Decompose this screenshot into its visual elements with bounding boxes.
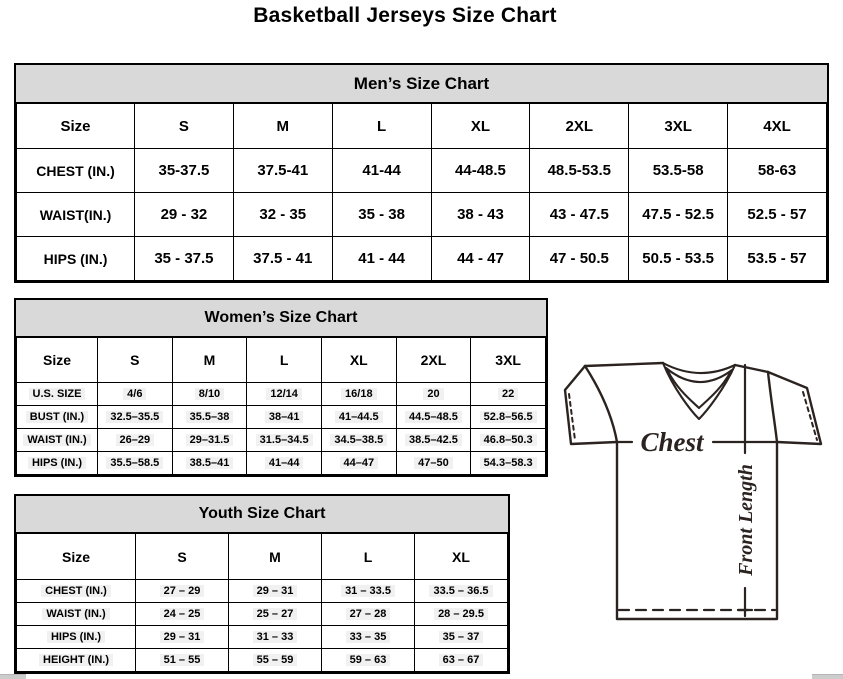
cell-text: 37.5 - 41	[253, 250, 313, 267]
table-row	[17, 406, 546, 429]
front-length-label: Front Length	[735, 464, 757, 576]
value-cell	[322, 626, 415, 649]
value-cell	[471, 406, 546, 429]
cell-text: HEIGHT (IN.)	[39, 654, 113, 666]
value-cell	[396, 429, 471, 452]
cell-text: 58-63	[757, 162, 797, 179]
value-cell	[233, 237, 332, 281]
row-label-cell	[17, 406, 98, 429]
cell-text: 35-37.5	[158, 162, 210, 179]
row-label-cell	[17, 649, 136, 672]
value-cell	[229, 603, 322, 626]
table-row	[17, 603, 508, 626]
value-cell	[471, 383, 546, 406]
value-cell	[728, 237, 827, 281]
table-row	[17, 452, 546, 475]
cell-text: 41 - 44	[358, 250, 405, 267]
value-cell	[233, 193, 332, 237]
cell-text: 48.5-53.5	[547, 162, 611, 179]
value-cell	[629, 149, 728, 193]
cell-text: 46.8–50.3	[480, 434, 537, 446]
cell-text: 29 – 31	[253, 585, 298, 597]
vneck-outer	[663, 363, 735, 419]
cell-text: WAIST (IN.)	[23, 434, 90, 446]
value-cell	[415, 603, 508, 626]
cell-text: 29 - 32	[160, 206, 208, 223]
cell-text: CHEST (IN.)	[41, 585, 111, 597]
cell-text: 38 - 43	[457, 206, 504, 223]
cell-text: 34.5–38.5	[330, 434, 387, 446]
collar-back-curve	[663, 363, 735, 373]
right-shoulder-edge	[735, 365, 768, 372]
header-cell: 3XL	[629, 104, 728, 149]
value-cell	[431, 149, 530, 193]
cell-text: 33 – 35	[346, 631, 391, 643]
table-row	[17, 193, 827, 237]
cell-text: 50.5 - 53.5	[642, 250, 714, 267]
value-cell	[322, 580, 415, 603]
cell-text: 35.5–58.5	[106, 457, 163, 469]
table-row	[17, 626, 508, 649]
mens-size-table	[16, 103, 827, 281]
cell-text: U.S. SIZE	[29, 388, 86, 400]
table-row	[17, 580, 508, 603]
row-label-cell	[17, 603, 136, 626]
value-cell	[229, 626, 322, 649]
page-edge-fragment-left	[0, 674, 26, 679]
value-cell	[321, 429, 396, 452]
mens-chart-title: Men’s Size Chart	[16, 65, 827, 103]
cell-text: 51 – 55	[160, 654, 205, 666]
cell-text: 47–50	[414, 457, 453, 469]
cell-text: 44-48.5	[455, 162, 506, 179]
cell-text: 43 - 47.5	[549, 206, 609, 223]
cell-text: 47 - 50.5	[549, 250, 609, 267]
cell-text: 27 – 28	[346, 608, 391, 620]
cell-text: 38.5–42.5	[405, 434, 462, 446]
value-cell	[396, 406, 471, 429]
value-cell	[415, 649, 508, 672]
cell-text: 54.3–58.3	[480, 457, 537, 469]
value-cell	[136, 603, 229, 626]
value-cell	[431, 237, 530, 281]
cell-text: 33.5 – 36.5	[429, 585, 492, 597]
cell-text: 53.5 - 57	[747, 250, 807, 267]
value-cell	[247, 383, 322, 406]
cell-text: 52.8–56.5	[480, 411, 537, 423]
value-cell	[728, 193, 827, 237]
value-cell	[321, 452, 396, 475]
cell-text: HIPS (IN.)	[28, 457, 86, 469]
value-cell	[321, 383, 396, 406]
cell-text: 26–29	[116, 434, 155, 446]
left-shoulder-edge	[585, 363, 663, 366]
cell-text: 63 – 67	[439, 654, 484, 666]
cell-text: 22	[498, 388, 518, 400]
womens-chart-title: Women’s Size Chart	[16, 300, 546, 337]
row-label-cell	[17, 237, 135, 281]
table-row	[17, 649, 508, 672]
header-cell: S	[98, 338, 173, 383]
header-cell: L	[247, 338, 322, 383]
cell-text: 41–44.5	[335, 411, 383, 423]
value-cell	[629, 237, 728, 281]
value-cell	[136, 580, 229, 603]
value-cell	[396, 383, 471, 406]
cell-text: 52.5 - 57	[747, 206, 807, 223]
cell-text: 44.5–48.5	[405, 411, 462, 423]
cell-text: CHEST (IN.)	[36, 162, 115, 179]
page-title: Basketball Jerseys Size Chart	[253, 4, 557, 27]
cell-text: 4/6	[123, 388, 146, 400]
jersey-diagram	[556, 358, 842, 630]
youth-chart-title: Youth Size Chart	[16, 496, 508, 533]
cell-text: BUST (IN.)	[26, 411, 88, 423]
womens-size-chart	[14, 298, 548, 477]
cell-text: 29 – 31	[160, 631, 205, 643]
row-label-cell	[17, 383, 98, 406]
value-cell	[98, 383, 173, 406]
value-cell	[172, 383, 247, 406]
cell-text: 59 – 63	[346, 654, 391, 666]
collar	[663, 363, 735, 419]
value-cell	[136, 626, 229, 649]
header-cell: L	[332, 104, 431, 149]
header-cell: S	[136, 534, 229, 580]
cell-text: 12/14	[266, 388, 302, 400]
cell-text: HIPS (IN.)	[43, 250, 108, 267]
cell-text: 47.5 - 52.5	[642, 206, 714, 223]
chest-label: Chest	[640, 427, 704, 457]
cell-text: 37.5-41	[257, 162, 309, 179]
header-cell: Size	[17, 104, 135, 149]
cell-text: 53.5-58	[652, 162, 704, 179]
value-cell	[322, 649, 415, 672]
cell-text: 35 - 37.5	[154, 250, 214, 267]
cell-text: 28 – 29.5	[434, 608, 488, 620]
cell-text: 41–44	[265, 457, 304, 469]
value-cell	[98, 406, 173, 429]
value-cell	[172, 406, 247, 429]
header-cell: 2XL	[530, 104, 629, 149]
header-cell: XL	[431, 104, 530, 149]
value-cell	[229, 649, 322, 672]
value-cell	[332, 149, 431, 193]
cell-text: 27 – 29	[160, 585, 205, 597]
cell-text: 16/18	[341, 388, 377, 400]
cell-text: 24 – 25	[160, 608, 205, 620]
cell-text: 38.5–41	[186, 457, 234, 469]
header-cell: 3XL	[471, 338, 546, 383]
cell-text: 8/10	[195, 388, 224, 400]
page-edge-fragment-right	[812, 674, 843, 679]
size-header-row	[17, 104, 827, 149]
header-cell: M	[233, 104, 332, 149]
header-cell: XL	[415, 534, 508, 580]
cell-text: 35 – 37	[439, 631, 484, 643]
value-cell	[172, 452, 247, 475]
header-cell: 4XL	[728, 104, 827, 149]
size-header-row	[17, 534, 508, 580]
value-cell	[728, 149, 827, 193]
value-cell	[322, 603, 415, 626]
row-label-cell	[17, 429, 98, 452]
value-cell	[471, 429, 546, 452]
value-cell	[321, 406, 396, 429]
value-cell	[332, 237, 431, 281]
value-cell	[471, 452, 546, 475]
header-cell: M	[172, 338, 247, 383]
value-cell	[415, 580, 508, 603]
cell-text: HIPS (IN.)	[47, 631, 105, 643]
value-cell	[135, 237, 234, 281]
cell-text: 32.5–35.5	[106, 411, 163, 423]
cell-text: 44–47	[340, 457, 379, 469]
value-cell	[530, 193, 629, 237]
youth-size-chart	[14, 494, 510, 674]
header-cell: Size	[17, 534, 136, 580]
size-header-row	[17, 338, 546, 383]
header-cell: M	[229, 534, 322, 580]
header-cell: L	[322, 534, 415, 580]
youth-size-table	[16, 533, 508, 672]
table-row	[17, 383, 546, 406]
header-cell: 2XL	[396, 338, 471, 383]
cell-text: 35.5–38	[186, 411, 234, 423]
value-cell	[530, 149, 629, 193]
value-cell	[629, 193, 728, 237]
row-label-cell	[17, 580, 136, 603]
cell-text: 44 - 47	[457, 250, 504, 267]
value-cell	[172, 429, 247, 452]
table-row	[17, 429, 546, 452]
cell-text: 55 – 59	[253, 654, 298, 666]
row-label-cell	[17, 452, 98, 475]
value-cell	[98, 429, 173, 452]
value-cell	[136, 649, 229, 672]
table-row	[17, 237, 827, 281]
cell-text: 35 - 38	[358, 206, 405, 223]
left-armhole-seam	[585, 366, 617, 442]
row-label-cell	[17, 626, 136, 649]
value-cell	[247, 452, 322, 475]
value-cell	[233, 149, 332, 193]
value-cell	[396, 452, 471, 475]
cell-text: 29–31.5	[186, 434, 234, 446]
value-cell	[530, 237, 629, 281]
value-cell	[332, 193, 431, 237]
table-row	[17, 149, 827, 193]
header-cell: XL	[321, 338, 396, 383]
value-cell	[415, 626, 508, 649]
cell-text: 20	[423, 388, 443, 400]
womens-size-table	[16, 337, 546, 475]
value-cell	[431, 193, 530, 237]
cell-text: 31 – 33	[253, 631, 298, 643]
value-cell	[247, 429, 322, 452]
value-cell	[247, 406, 322, 429]
cell-text: 41-44	[362, 162, 401, 179]
cell-text: 31.5–34.5	[256, 434, 313, 446]
cell-text: 38–41	[265, 411, 304, 423]
cell-text: 31 – 33.5	[341, 585, 395, 597]
right-armhole-seam	[768, 372, 777, 442]
value-cell	[229, 580, 322, 603]
header-cell: S	[135, 104, 234, 149]
cell-text: WAIST(IN.)	[39, 206, 112, 223]
cell-text: 32 - 35	[259, 206, 307, 223]
value-cell	[135, 149, 234, 193]
row-label-cell	[17, 193, 135, 237]
row-label-cell	[17, 149, 135, 193]
value-cell	[135, 193, 234, 237]
cell-text: WAIST (IN.)	[42, 608, 109, 620]
mens-size-chart	[14, 63, 829, 283]
header-cell: Size	[17, 338, 98, 383]
cell-text: 25 – 27	[253, 608, 298, 620]
value-cell	[98, 452, 173, 475]
